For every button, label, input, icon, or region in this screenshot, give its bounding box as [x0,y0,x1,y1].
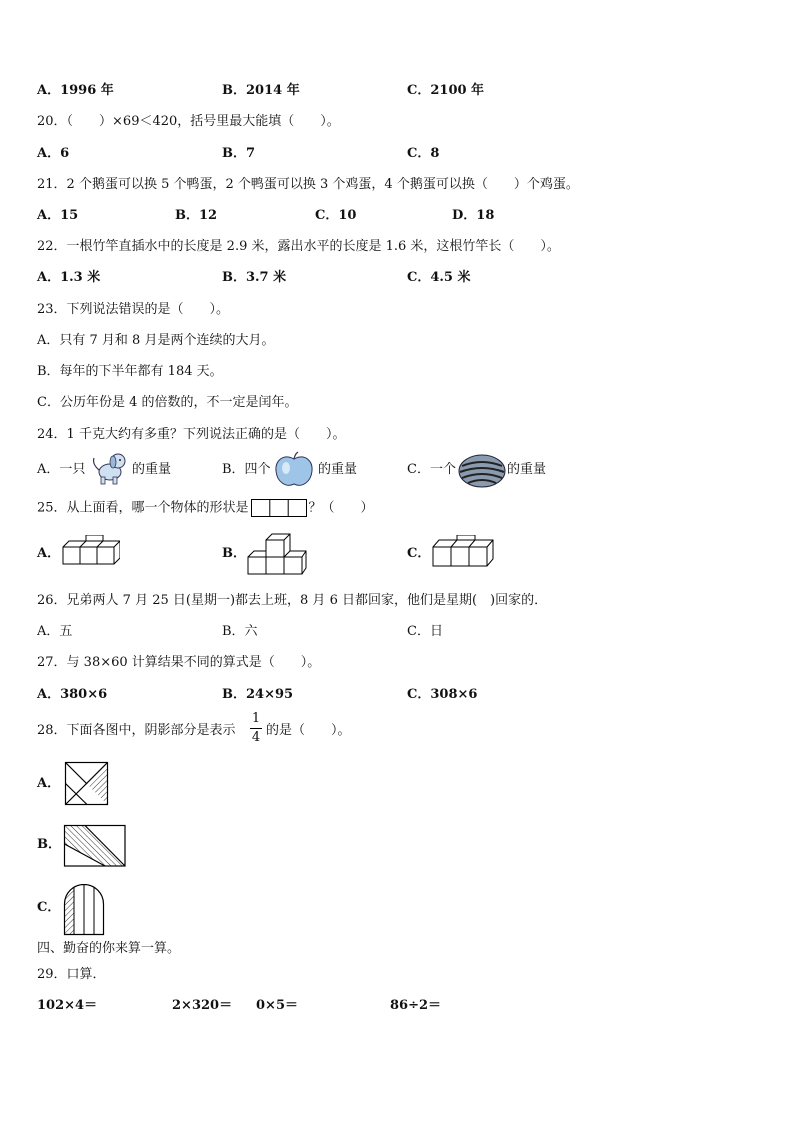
apple-icon [273,451,315,489]
q28-option-a: A． [37,776,61,791]
fraction-numerator: 1 [251,711,261,726]
q28-stem-post: 的是（ ）。 [266,723,351,738]
q22-option-c: C．4.5 米 [407,270,471,285]
q22-option-a: A．1.3 米 [37,270,101,285]
q26-option-a: A．五 [37,624,73,639]
q25-figure-a [62,535,120,569]
q25-option-b: B． [222,546,246,561]
q23-option-a: A．只有 7 月和 8 月是两个连续的大月。 [37,333,275,348]
q21-stem: 21．2 个鹅蛋可以换 5 个鸭蛋，2 个鸭蛋可以换 3 个鸡蛋，4 个鹅蛋可以换（ ）个鸡蛋。 [37,177,579,192]
q29-item-3: 0×5＝ [256,998,298,1013]
q19-option-b: B．2014 年 [222,83,300,98]
q29-item-2: 2×320＝ [172,998,233,1013]
q27-option-b: B．24×95 [222,687,294,702]
fraction-denominator: 4 [251,730,261,745]
q29-item-1: 102×4＝ [37,998,98,1013]
q28-figure-b [63,824,127,868]
q20-option-a: A．6 [37,146,70,161]
q25-option-a: A． [37,546,61,561]
q23-option-c: C．公历年份是 4 的倍数的，不一定是闰年。 [37,395,298,410]
q28-option-b: B． [37,837,61,852]
q25-option-c: C． [407,546,431,561]
q20-option-b: B．7 [222,146,256,161]
q29-item-4: 86÷2＝ [390,998,442,1013]
q28-option-c: C． [37,900,61,915]
q23-stem: 23．下列说法错误的是（ ）。 [37,302,230,317]
q26-option-b: B．六 [222,624,258,639]
q22-option-b: B．3.7 米 [222,270,287,285]
q25-stem-post: ？（ ） [308,500,374,516]
q26-option-c: C．日 [407,624,443,639]
q24-option-c-pre: C．一个 [407,462,456,477]
q27-option-a: A．380×6 [37,687,108,702]
q20-stem: 20．（ ）×69＜420，括号里最大能填（ ）。 [37,114,340,129]
section-4-title: 四、勤奋的你来算一算。 [37,941,181,956]
q28-stem-pre: 28．下面各图中，阴影部分是表示 [37,723,236,738]
watermelon-icon [458,454,506,488]
q25-stem-pre: 25．从上面看，哪一个物体的形状是 [37,500,249,516]
q24-option-c-post: 的重量 [507,462,547,477]
q29-stem: 29．口算． [37,967,106,982]
q24-option-b-post: 的重量 [318,462,358,477]
q22-stem: 22．一根竹竿直插水中的长度是 2.9 米，露出水平的长度是 1.6 米，这根竹竿长（ ）。 [37,239,560,254]
q19-option-c: C．2100 年 [407,83,485,98]
q25-stem [37,499,374,517]
dog-icon [88,450,128,486]
q26-stem: 26．兄弟两人 7 月 25 日(星期一)都去上班，8 月 6 日都回家，他们是星期( )回家的． [37,593,548,608]
q24-option-a-pre: A．一只 [37,462,86,477]
q24-option-a-post: 的重量 [132,462,172,477]
fraction-bar [250,728,262,729]
q24-stem: 24．1 千克大约有多重？下列说法正确的是（ ）。 [37,427,346,442]
q20-option-c: C．8 [407,146,440,161]
q21-option-a: A．15 [37,208,79,223]
q27-option-c: C．308×6 [407,687,478,702]
q23-option-b: B．每年的下半年都有 184 天。 [37,364,223,379]
q21-option-c: C．10 [315,208,357,223]
q28-figure-c [63,884,105,936]
q19-option-a: A．1996 年 [37,83,114,98]
q28-figure-a [64,761,110,807]
three-squares-figure [251,499,307,517]
q27-stem: 27．与 38×60 计算结果不同的算式是（ ）。 [37,655,321,670]
q21-option-b: B．12 [175,208,218,223]
q25-figure-c [432,535,494,569]
q21-option-d: D．18 [452,208,495,223]
q24-option-b-pre: B．四个 [222,462,271,477]
q25-figure-b [247,531,307,575]
